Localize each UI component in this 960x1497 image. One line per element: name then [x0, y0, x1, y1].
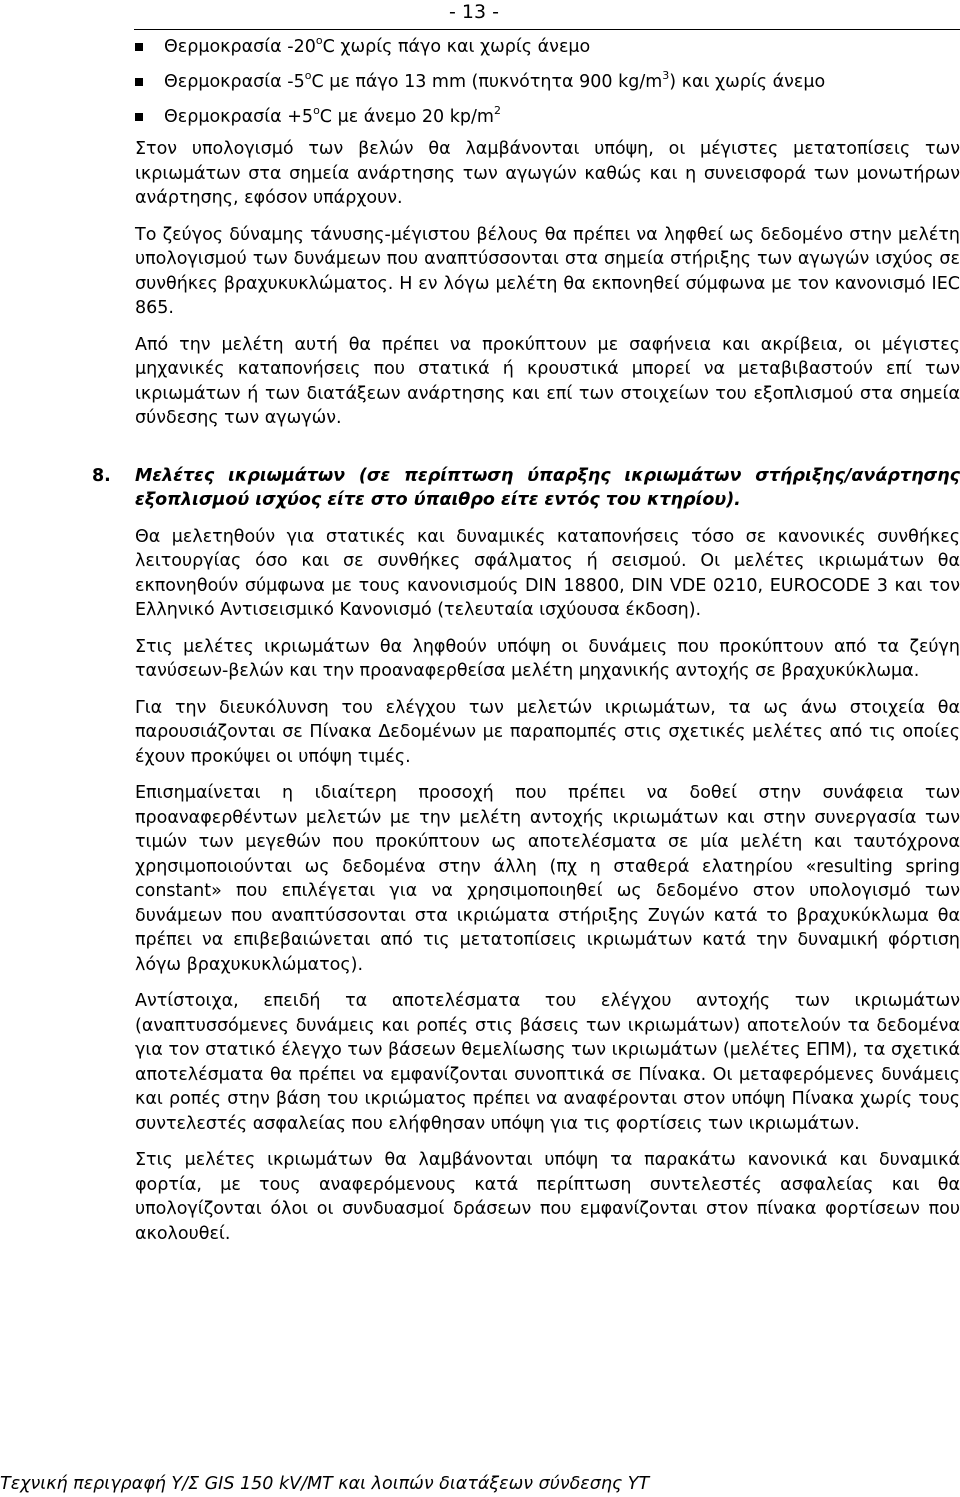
paragraph: Από την μελέτη αυτή θα πρέπει να προκύπτουν με σαφήνεια και ακρίβεια, οι μέγιστες μηχανικές καταπονήσεις που στατικά ή κρουστικά μπορεί να μεταβιβαστούν επί των ικριωμάτων ή των διατάξεων ανάρτησης και επί των στοιχείων του εξοπλισμού στα σημεία σύνδεσης των αγωγών.	[135, 334, 960, 428]
paragraph: Στον υπολογισμό των βελών θα λαμβάνονται υπόψη, οι μέγιστες μετατοπίσεις των ικριωμάτων στα σημεία ανάρτησης των αγωγών καθώς και η συνεισφορά των μονωτήρων ανάρτησης, εφόσον υπάρχουν.	[135, 139, 960, 208]
list-item	[135, 102, 960, 137]
paragraph: Στις μελέτες ικριωμάτων θα ληφθούν υπόψη οι δυνάμεις που προκύπτουν από τα ζεύγη τανύσεων-βελών και την προαναφερθείσα μελέτη μηχανικής αντοχής σε βραχυκύκλωμα.	[135, 636, 960, 681]
header-rule	[134, 29, 960, 30]
paragraph: Αντίστοιχα, επειδή τα αποτελέσματα του ελέγχου αντοχής των ικριωμάτων (αναπτυσσόμενες δυνάμεις και ροπές στις βάσεις των ικριωμάτων) αποτελούν τα δεδομένα για τον στατικό έλεγχο των βάσεων θεμελίωσης των ικριωμάτων (μελέτες ΕΠΜ), τα σχετικά αποτελέσματα θα πρέπει να εμφανίζονται συνοπτικά σε Πίνακα. Οι μεταφερόμενες δυνάμεις και ροπές στην βάση του ικριώματος πρέπει να αναφέρονται στον υπόψη Πίνακα χωρίς τους συντελεστές ασφαλείας που ελήφθησαν υπόψη για τις φορτίσεις των ικριωμάτων.	[135, 991, 960, 1134]
list-item	[135, 67, 960, 102]
paragraph: Το ζεύγος δύναμης τάνυσης-μέγιστου βέλους θα πρέπει να ληφθεί ως δεδομένο στην μελέτη υπολογισμού των δυνάμεων που αναπτύσσονται στα σημεία στήριξης των αγωγών ισχύος σε συνθήκες βραχυκυκλώματος. Η εν λόγω μελέτη θα εκπονηθεί σύμφωνα με τον κανονισμό IEC 865.	[135, 224, 960, 318]
page-number: - 13 -	[449, 1, 499, 23]
paragraph: Επισημαίνεται η ιδιαίτερη προσοχή που πρέπει να δοθεί στην συνάφεια των προαναφερθέντων μελετών με την μελέτη αντοχής ικριωμάτων και στην συνεργασία των τιμών των μεγεθών που προκύπτουν ως αποτελέσματα σε μία μελέτη και ταυτόχρονα χρησιμοποιούνται ως δεδομένα στην άλλη (πχ η σταθερά ελατηρίου «resulting spring constant» που επιλέγεται για να χρησιμοποιηθεί ως δεδομένο στον υπολογισμό των δυνάμεων που αναπτύσσονται στα ικριώματα στήριξης Ζυγών κατά το βραχυκύκλωμα θα πρέπει να επιβεβαιώνεται από τις μετατοπίσεις ικριωμάτων κατά την δυναμική φόρτιση λόγω βραχυκυκλώματος).	[135, 783, 960, 975]
list-item-text: Θερμοκρασία -20$^o$C χωρίς πάγο και χωρίς άνεμο	[164, 34, 591, 57]
list-item	[135, 32, 960, 67]
square-bullet-icon	[135, 78, 143, 86]
section-heading	[92, 464, 960, 513]
document-body	[92, 32, 960, 1258]
section-title: Μελέτες ικριωμάτων (σε περίπτωση ύπαρξης ικριωμάτων στήριξης/ανάρτησης εξοπλισμού ισχύος είτε στο ύπαιθρο είτε εντός του κτηρίου).	[135, 465, 960, 510]
square-bullet-icon	[135, 43, 143, 51]
paragraph: Θα μελετηθούν για στατικές και δυναμικές καταπονήσεις τόσο σε κανονικές συνθήκες λειτουργίας όσο και σε συνθήκες σφάλματος ή σεισμού. Οι μελέτες ικριωμάτων θα εκπονηθούν σύμφωνα με τους κανονισμούς DIN 18800, DIN VDE 0210, EUROCODE 3 και τον Ελληνικό Αντισεισμικό Κανονισμό (τελευταία ισχύουσα έκδοση).	[135, 526, 960, 620]
section-number: 8.	[92, 465, 111, 486]
square-bullet-icon	[135, 113, 143, 121]
conditions-list	[135, 32, 960, 137]
list-item-text: $\Theta\varepsilon\rho\mu o\kappa\rho\alpha\sigma ί\alpha +5^oC$ με άνεμο 20 $kp/m^2$	[164, 104, 501, 127]
paragraph: Για την διευκόλυνση του ελέγχου των μελετών ικριωμάτων, τα ως άνω στοιχεία θα παρουσιάζονται σε Πίνακα Δεδομένων με παραπομπές στις σχετικές μελέτες από τις οποίες έχουν προκύψει οι υπόψη τιμές.	[135, 697, 960, 767]
paragraph: Στις μελέτες ικριωμάτων θα λαμβάνονται υπόψη τα παρακάτω κανονικά και δυναμικά φορτία, με τους αναφερόμενους κατά περίπτωση συντελεστές ασφαλείας και θα υπολογίζονται όλοι οι συνδυασμοί δράσεων που εμφανίζονται στον πίνακα φορτίσεων που ακολουθεί.	[135, 1150, 960, 1244]
list-item-text: Θερμοκρασία -5$^o$C με πάγο 13 mm (πυκνότητα 900 $kg/m^3$) και χωρίς άνεμο	[164, 69, 826, 92]
page-footer: Τεχνική περιγραφή Υ/Σ GIS 150 kV/MT και λοιπών διατάξεων σύνδεσης ΥΤ	[0, 1474, 650, 1494]
